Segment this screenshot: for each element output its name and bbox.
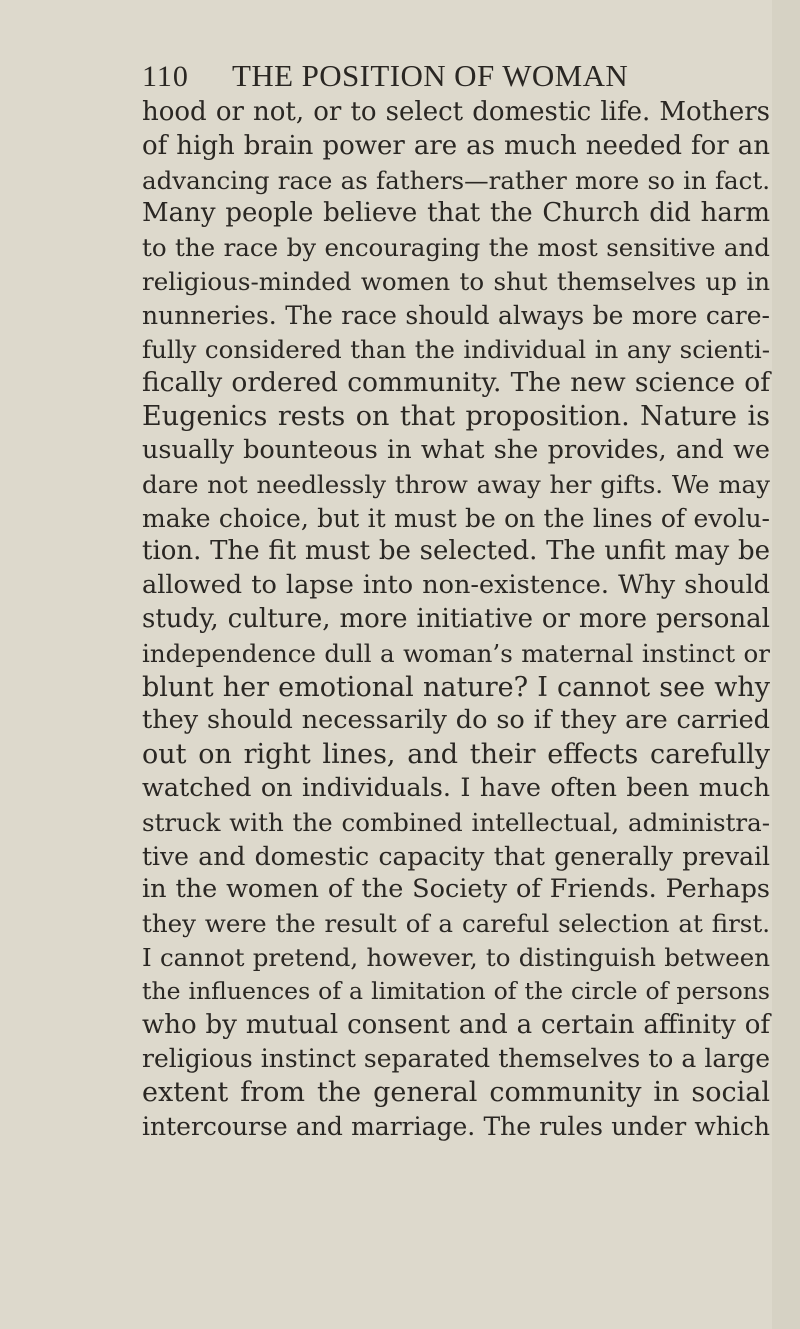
text-line: they were the result of a careful selection at first. [142, 909, 770, 939]
text-line: the influences of a limitation of the circle of persons [142, 976, 770, 1005]
text-line: who by mutual consent and a certain affinity of [142, 1009, 770, 1040]
text-line: Many people believe that the Church did harm [142, 198, 770, 229]
text-line: advancing race as fathers—rather more so in fact. [142, 165, 770, 195]
text-line: religious-minded women to shut themselves up in [142, 266, 770, 296]
text-line: allowed to lapse into non-existence. Why should [142, 570, 770, 601]
text-line: extent from the general community in social [142, 1077, 770, 1109]
text-line: blunt her emotional nature? I cannot see why [142, 671, 770, 703]
text-line: nunneries. The race should always be more care- [142, 300, 770, 330]
running-head [142, 58, 772, 98]
text-line: fically ordered community. The new science of [142, 367, 770, 399]
text-line: of high brain power are as much needed for an [142, 130, 770, 161]
text-line: in the women of the Society of Friends. Perhaps [142, 874, 770, 905]
running-title: THE POSITION OF WOMAN [232, 58, 629, 93]
text-line: study, culture, more initiative or more personal [142, 603, 770, 634]
body-text [142, 96, 770, 1144]
text-line: out on right lines, and their effects carefully [142, 739, 770, 771]
page-number: 110 [142, 60, 189, 93]
text-line: make choice, but it must be on the lines of evolu- [142, 503, 770, 533]
text-line: tive and domestic capacity that generally prevail [142, 841, 770, 871]
text-line: I cannot pretend, however, to distinguish between [142, 942, 770, 972]
text-line: to the race by encouraging the most sensitive and [142, 233, 770, 263]
text-line: religious instinct separated themselves to a large [142, 1044, 770, 1074]
text-line: independence dull a woman’s maternal instinct or [142, 638, 770, 668]
text-line: hood or not, or to select domestic life. Mothers [142, 97, 770, 127]
text-line: Eugenics rests on that proposition. Nature is [142, 401, 770, 433]
text-line: tion. The fit must be selected. The unfit may be [142, 536, 770, 567]
text-line: usually bounteous in what she provides, and we [142, 434, 770, 465]
text-line: they should necessarily do so if they are carried [142, 705, 770, 736]
text-line: intercourse and marriage. The rules under which [142, 1111, 770, 1141]
page-edge-shadow [772, 0, 800, 1329]
text-line: struck with the combined intellectual, administra- [142, 807, 770, 837]
text-line: fully considered than the individual in any scienti- [142, 334, 770, 364]
text-line: dare not needlessly throw away her gifts. We may [142, 469, 770, 499]
text-line: watched on individuals. I have often been much [142, 772, 770, 803]
